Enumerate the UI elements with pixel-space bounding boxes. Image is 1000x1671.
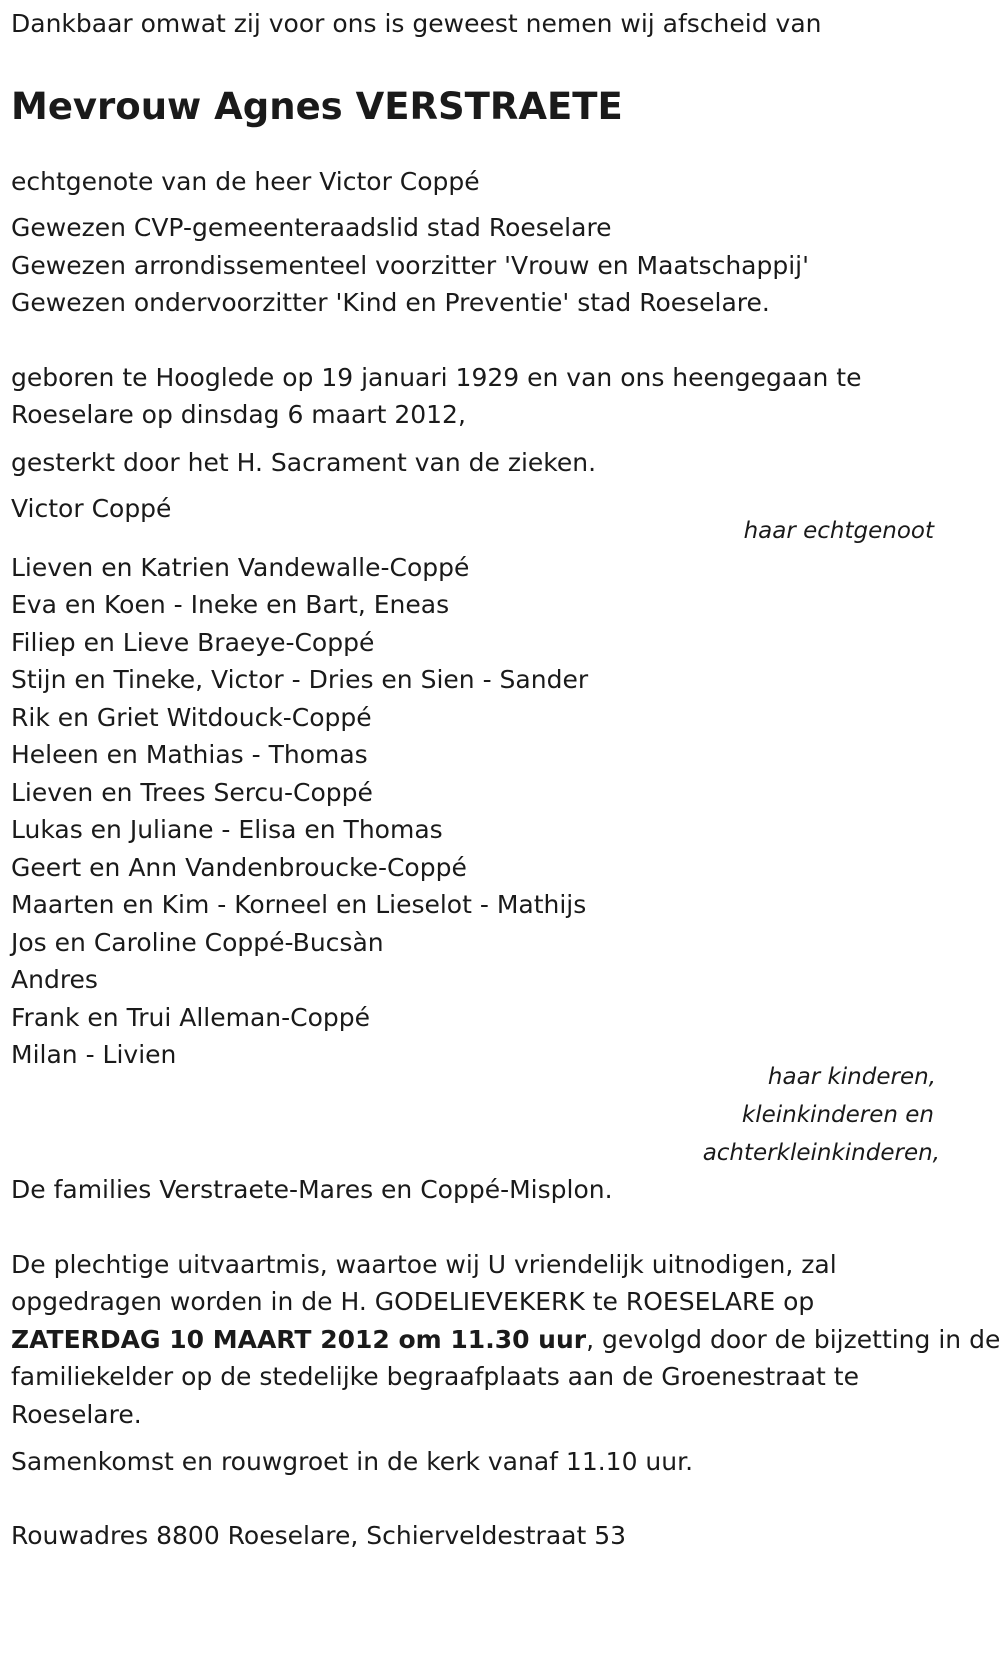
spouse-name: Victor Coppé — [11, 494, 172, 523]
family-line: Rik en Griet Witdouck-Coppé — [11, 703, 372, 732]
funeral-line: De plechtige uitvaartmis, waartoe wij U vriendelijk uitnodigen, zal — [11, 1250, 837, 1279]
family-line: Filiep en Lieve Braeye-Coppé — [11, 628, 375, 657]
funeral-line: familiekelder op de stedelijke begraafplaats aan de Groenestraat te — [11, 1362, 859, 1391]
family-line: Geert en Ann Vandenbroucke-Coppé — [11, 853, 467, 882]
family-relation: haar kinderen, — [767, 1064, 936, 1090]
spouse-line: echtgenote van de heer Victor Coppé — [11, 167, 480, 196]
funeral-date: ZATERDAG 10 MAART 2012 om 11.30 uur — [11, 1325, 587, 1354]
birth-death-line: Roeselare op dinsdag 6 maart 2012, — [11, 400, 466, 429]
deceased-name: Mevrouw Agnes VERSTRAETE — [11, 85, 623, 128]
families-line: De families Verstraete-Mares en Coppé-Misplon. — [11, 1175, 613, 1204]
sacrament-line: gesterkt door het H. Sacrament van de zieken. — [11, 448, 597, 477]
family-line: Eva en Koen - Ineke en Bart, Eneas — [11, 590, 450, 619]
family-line: Lieven en Katrien Vandewalle-Coppé — [11, 553, 470, 582]
role-line: Gewezen arrondissementeel voorzitter 'Vrouw en Maatschappij' — [11, 251, 809, 280]
family-line: Stijn en Tineke, Victor - Dries en Sien - Sander — [11, 665, 589, 694]
funeral-line: Roeselare. — [11, 1400, 142, 1429]
intro-text: Dankbaar omwat zij voor ons is geweest nemen wij afscheid van — [11, 9, 822, 38]
family-line: Milan - Livien — [11, 1040, 177, 1069]
funeral-burial-text: , gevolgd door de bijzetting in de — [586, 1325, 1000, 1354]
family-line: Maarten en Kim - Korneel en Lieselot - Mathijs — [11, 890, 587, 919]
family-line: Jos en Caroline Coppé-Bucsàn — [11, 928, 384, 957]
spouse-relation: haar echtgenoot — [743, 518, 934, 544]
family-line: Lieven en Trees Sercu-Coppé — [11, 778, 373, 807]
family-line: Lukas en Juliane - Elisa en Thomas — [11, 815, 443, 844]
gathering-line: Samenkomst en rouwgroet in de kerk vanaf 11.10 uur. — [11, 1447, 694, 1476]
role-line: Gewezen ondervoorzitter 'Kind en Preventie' stad Roeselare. — [11, 288, 770, 317]
family-line: Andres — [11, 965, 98, 994]
funeral-line: opgedragen worden in de H. GODELIEVEKERK te ROESELARE op — [11, 1287, 815, 1316]
birth-death-line: geboren te Hooglede op 19 januari 1929 en van ons heengegaan te — [11, 363, 862, 392]
role-line: Gewezen CVP-gemeenteraadslid stad Roeselare — [11, 213, 612, 242]
family-line: Heleen en Mathias - Thomas — [11, 740, 368, 769]
family-relation: achterkleinkinderen, — [702, 1140, 940, 1166]
family-relation: kleinkinderen en — [741, 1102, 934, 1128]
address-line: Rouwadres 8800 Roeselare, Schierveldestraat 53 — [11, 1521, 627, 1550]
family-line: Frank en Trui Alleman-Coppé — [11, 1003, 370, 1032]
funeral-date-line — [11, 1320, 1000, 1360]
